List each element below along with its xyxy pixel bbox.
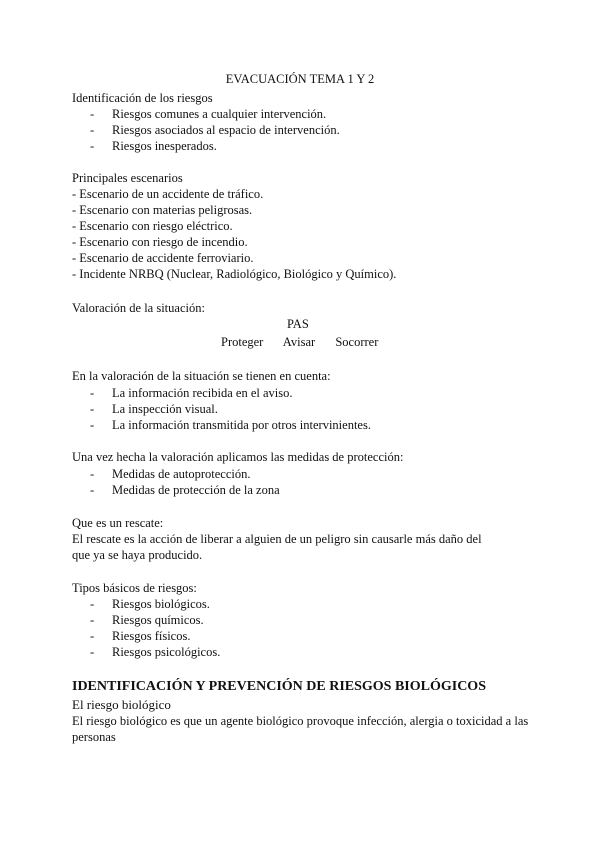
- pas-action-socorrer: Socorrer: [335, 335, 379, 349]
- list-item: Riesgos inesperados.: [112, 139, 217, 153]
- rescue-text-line: El rescate es la acción de liberar a alguien de un peligro sin causarle más daño del: [72, 532, 482, 546]
- rescue-text-line: que ya se haya producido.: [72, 548, 203, 562]
- list-item: - Incidente NRBQ (Nuclear, Radiológico, Biológico y Químico).: [72, 267, 397, 281]
- list-item: Riesgos comunes a cualquier intervención.: [112, 107, 327, 121]
- list-item: - Escenario con materias peligrosas.: [72, 203, 253, 217]
- list-item: - Escenario con riesgo de incendio.: [72, 235, 248, 249]
- bullet-dash: -: [90, 139, 95, 153]
- valuation-heading: Valoración de la situación:: [72, 301, 205, 315]
- list-item: Medidas de protección de la zona: [112, 483, 280, 497]
- bullet-dash: -: [90, 418, 95, 432]
- scenarios-heading: Principales escenarios: [72, 171, 183, 185]
- risk-types-heading: Tipos básicos de riesgos:: [72, 581, 197, 595]
- subheading: El riesgo biológico: [72, 697, 171, 712]
- list-item: - Escenario de un accidente de tráfico.: [72, 187, 264, 201]
- pas-action-proteger: Proteger: [221, 335, 264, 349]
- list-item: La información transmitida por otros intervinientes.: [112, 418, 371, 432]
- list-item: - Escenario de accidente ferroviario.: [72, 251, 254, 265]
- bullet-dash: -: [90, 597, 95, 611]
- pas-actions: [221, 335, 395, 350]
- identification-heading: Identificación de los riesgos: [72, 91, 213, 105]
- list-item: Riesgos físicos.: [112, 629, 191, 643]
- considerations-heading: En la valoración de la situación se tienen en cuenta:: [72, 369, 331, 383]
- bullet-dash: -: [90, 629, 95, 643]
- list-item: La inspección visual.: [112, 402, 218, 416]
- bullet-dash: -: [90, 107, 95, 121]
- rescue-heading: Que es un rescate:: [72, 516, 164, 530]
- bullet-dash: -: [90, 645, 95, 659]
- list-item: Riesgos asociados al espacio de intervención.: [112, 123, 340, 137]
- bullet-dash: -: [90, 386, 95, 400]
- list-item: - Escenario con riesgo eléctrico.: [72, 219, 233, 233]
- body-text-line: El riesgo biológico es que un agente biológico provoque infección, alergia o toxicidad a las: [72, 714, 529, 728]
- list-item: Medidas de autoprotección.: [112, 467, 251, 481]
- pas-action-avisar: Avisar: [282, 335, 316, 349]
- section-heading: IDENTIFICACIÓN Y PREVENCIÓN DE RIESGOS BIOLÓGICOS: [72, 679, 486, 694]
- body-text-line: personas: [72, 730, 116, 744]
- protection-heading: Una vez hecha la valoración aplicamos las medidas de protección:: [72, 450, 404, 464]
- pas-acronym: PAS: [287, 317, 309, 331]
- page-title: EVACUACIÓN TEMA 1 Y 2: [225, 72, 375, 86]
- bullet-dash: -: [90, 483, 95, 497]
- bullet-dash: -: [90, 402, 95, 416]
- bullet-dash: -: [90, 123, 95, 137]
- list-item: Riesgos psicológicos.: [112, 645, 221, 659]
- list-item: La información recibida en el aviso.: [112, 386, 293, 400]
- bullet-dash: -: [90, 613, 95, 627]
- list-item: Riesgos biológicos.: [112, 597, 210, 611]
- list-item: Riesgos químicos.: [112, 613, 204, 627]
- bullet-dash: -: [90, 467, 95, 481]
